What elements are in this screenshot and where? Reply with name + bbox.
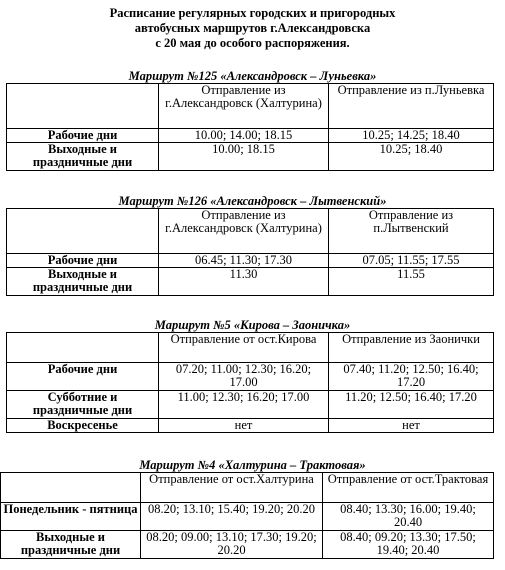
col-header-1: Отправление из г.Александровск (Халтурина) [159, 84, 329, 129]
row-label: Рабочие дни [7, 254, 159, 268]
table-header-row [7, 84, 494, 129]
times-cell: 11.55 [329, 268, 494, 296]
col-header-2: Отправление из п.Луньевка [329, 84, 494, 129]
route-126-table [6, 208, 494, 296]
table-row [7, 268, 494, 296]
document-header [0, 6, 505, 51]
corner-cell [1, 473, 141, 503]
route-125-table [6, 83, 494, 171]
table-row [7, 254, 494, 268]
route-126-title: Маршрут №126 «Александровск – Лытвенский» [118, 194, 387, 208]
times-cell: 10.25; 18.40 [329, 143, 494, 171]
times-cell: нет [329, 419, 494, 433]
times-cell: 08.20; 13.10; 15.40; 19.20; 20.20 [141, 503, 323, 531]
route-4-table [0, 472, 494, 559]
table-header-row [7, 209, 494, 254]
col-header-1: Отправление из г.Александровск (Халтурина) [159, 209, 329, 254]
row-label: Выходные и праздничные дни [7, 143, 159, 171]
col-header-2: Отправление из Заонички [329, 333, 494, 363]
row-label: Субботние и праздничные дни [7, 391, 159, 419]
times-cell: 06.45; 11.30; 17.30 [159, 254, 329, 268]
route-125-title: Маршрут №125 «Александровск – Луньевка» [128, 69, 377, 83]
times-cell: 11.20; 12.50; 16.40; 17.20 [329, 391, 494, 419]
times-cell: 11.30 [159, 268, 329, 296]
header-line-3: с 20 мая до особого распоряжения. [155, 36, 350, 50]
table-row [1, 531, 494, 559]
col-header-1: Отправление от ост.Кирова [159, 333, 329, 363]
corner-cell [7, 333, 159, 363]
table-row [7, 129, 494, 143]
route-4-title: Маршрут №4 «Халтурина – Трактовая» [139, 458, 366, 472]
times-cell: 10.00; 18.15 [159, 143, 329, 171]
times-cell: 08.40; 09.20; 13.30; 17.50; 19.40; 20.40 [323, 531, 494, 559]
col-header-2: Отправление от ост.Трактовая [323, 473, 494, 503]
times-cell: нет [159, 419, 329, 433]
times-cell: 08.40; 13.30; 16.00; 19.40; 20.40 [323, 503, 494, 531]
row-label: Рабочие дни [7, 363, 159, 391]
row-label: Выходные и праздничные дни [7, 268, 159, 296]
col-header-2: Отправление из п.Лытвенский [329, 209, 494, 254]
row-label: Выходные и праздничные дни [1, 531, 141, 559]
header-line-2: автобусных маршрутов г.Александровска [134, 21, 371, 35]
times-cell: 10.00; 14.00; 18.15 [159, 129, 329, 143]
col-header-1: Отправление от ост.Халтурина [141, 473, 323, 503]
table-row [7, 419, 494, 433]
row-label: Понедельник - пятница [1, 503, 141, 531]
table-header-row [7, 333, 494, 363]
times-cell: 07.40; 11.20; 12.50; 16.40; 17.20 [329, 363, 494, 391]
times-cell: 08.20; 09.00; 13.10; 17.30; 19.20; 20.20 [141, 531, 323, 559]
table-row [7, 143, 494, 171]
row-label: Рабочие дни [7, 129, 159, 143]
table-row [1, 503, 494, 531]
corner-cell [7, 84, 159, 129]
row-label: Воскресенье [7, 419, 159, 433]
times-cell: 07.05; 11.55; 17.55 [329, 254, 494, 268]
table-row [7, 363, 494, 391]
route-5-title: Маршрут №5 «Кирова – Заоничка» [154, 318, 351, 332]
times-cell: 10.25; 14.25; 18.40 [329, 129, 494, 143]
times-cell: 07.20; 11.00; 12.30; 16.20; 17.00 [159, 363, 329, 391]
table-header-row [1, 473, 494, 503]
times-cell: 11.00; 12.30; 16.20; 17.00 [159, 391, 329, 419]
table-row [7, 391, 494, 419]
route-5-table [6, 332, 494, 433]
corner-cell [7, 209, 159, 254]
header-line-1: Расписание регулярных городских и пригородных [109, 6, 396, 20]
